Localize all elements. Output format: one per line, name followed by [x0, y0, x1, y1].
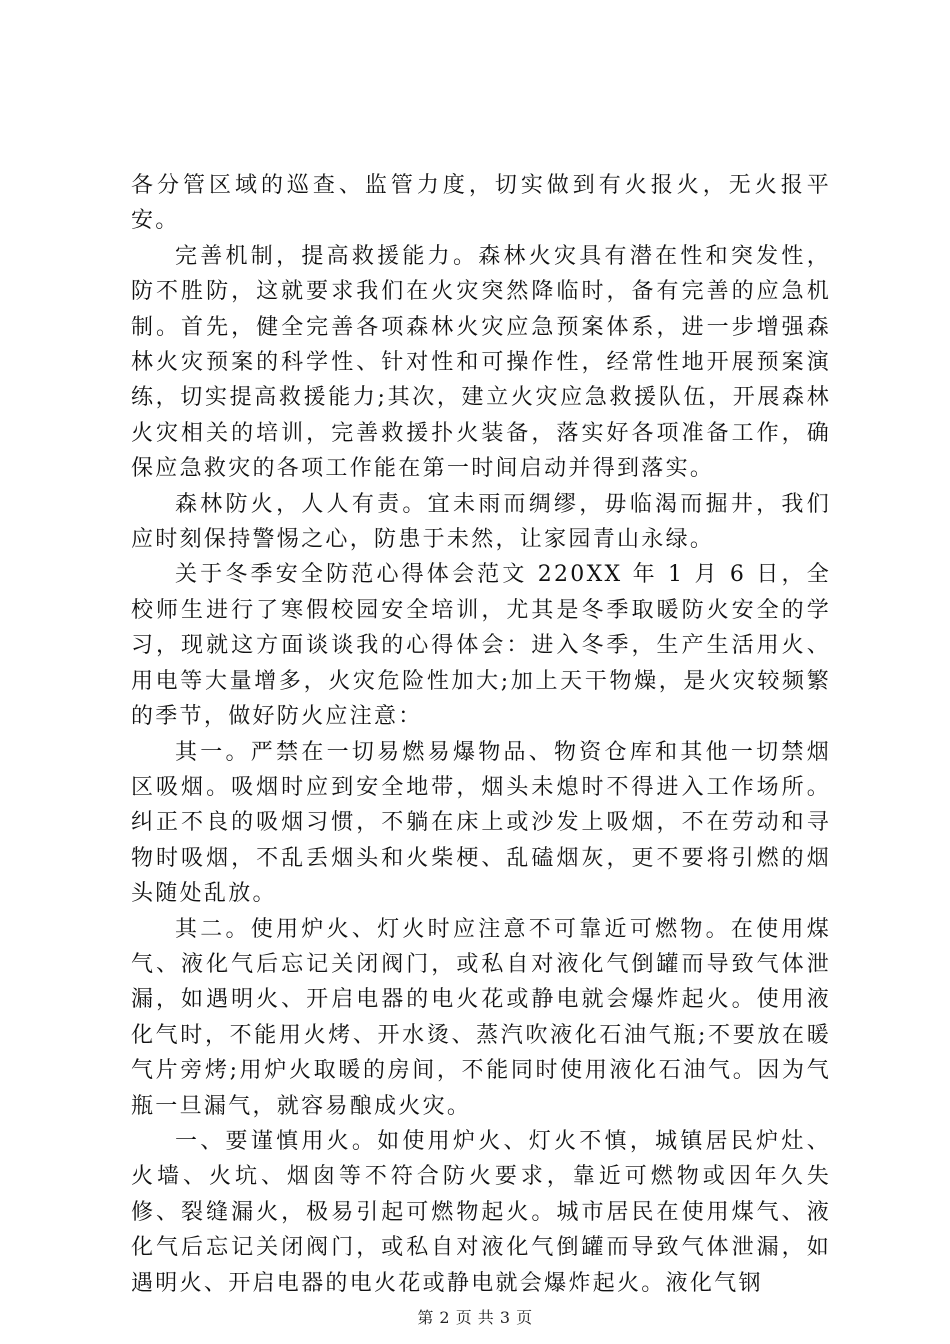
paragraph-winter-safety-intro: 关于冬季安全防范心得体会范文 220XX 年 1 月 6 日，全校师生进行了寒假校园安全培训，尤其是冬季取暖防火安全的学习，现就这方面谈谈我的心得体会：进入冬季，生产生活用火、用电等大量增多，火灾危险性加大;加上天干物燥，是火灾较频繁的季节，做好防火应注意： — [131, 562, 831, 730]
page-footer: 第 2 页 共 3 页 — [417, 1308, 533, 1327]
paragraph-careful-fire-use: 一、要谨慎用火。如使用炉火、灯火不慎，城镇居民炉灶、火墙、火坑、烟囱等不符合防火要求，靠近可燃物或因年久失修、裂缝漏火，极易引起可燃物起火。城市居民在使用煤气、液化气后忘记关闭阀门，或私自对液化气倒罐而导致气体泄漏，如遇明火、开启电器的电火花或静电就会爆炸起火。液化气钢 — [131, 1128, 831, 1296]
paragraph-improve-mechanism: 完善机制，提高救援能力。森林火灾具有潜在性和突发性，防不胜防，这就要求我们在火灾突然降临时，备有完善的应急机制。首先，健全完善各项森林火灾应急预案体系，进一步增强森林火灾预案的科学性、针对性和可操作性，经常性地开展预案演练，切实提高救援能力;其次，建立火灾应急救援队伍，开展森林火灾相关的培训，完善救援扑火装备，落实好各项准备工作，确保应急救灾的各项工作能在第一时间启动并得到落实。 — [131, 243, 831, 482]
paragraph-forest-fire-prevention: 森林防火，人人有责。宜未雨而绸缪，毋临渴而掘井，我们应时刻保持警惕之心，防患于未然，让家园青山永绿。 — [131, 491, 831, 553]
paragraph-continued: 各分管区域的巡查、监管力度，切实做到有火报火，无火报平安。 — [131, 173, 831, 234]
document-body — [131, 168, 831, 1301]
paragraph-point-two: 其二。使用炉火、灯火时应注意不可靠近可燃物。在使用煤气、液化气后忘记关闭阀门，或私自对液化气倒罐而导致气体泄漏，如遇明火、开启电器的电火花或静电就会爆炸起火。使用液化气时，不能用火烤、开水烫、蒸汽吹液化石油气瓶;不要放在暖气片旁烤;用炉火取暖的房间，不能同时使用液化石油气。因为气瓶一旦漏气，就容易酿成火灾。 — [131, 916, 831, 1119]
paragraph-point-one: 其一。严禁在一切易燃易爆物品、物资仓库和其他一切禁烟区吸烟。吸烟时应到安全地带，烟头未熄时不得进入工作场所。纠正不良的吸烟习惯，不躺在床上或沙发上吸烟，不在劳动和寻物时吸烟，不乱丢烟头和火柴梗、乱磕烟灰，更不要将引燃的烟头随处乱放。 — [131, 739, 831, 907]
